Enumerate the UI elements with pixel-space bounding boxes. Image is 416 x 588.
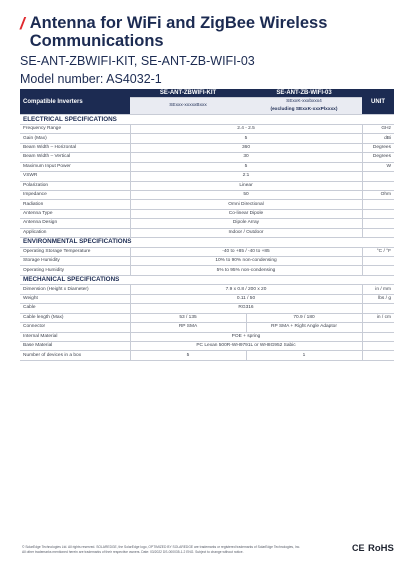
spec-label: Operating Humidity <box>20 266 130 275</box>
spec-value: 2.4 - 2.5 <box>130 124 362 133</box>
spec-unit <box>362 332 394 341</box>
spec-value: 5% to 95% non-condensing <box>130 266 362 275</box>
footer-line-1: © SolarEdge Technologies Ltd. All rights reserved. SOLAREDGE, the SolarEdge logo, OPTIMIZED BY SOLAREDGE are trademarks or registered trademarks of SolarEdge Technologies, Inc. <box>22 545 301 549</box>
model-number: Model number: AS4032-1 <box>20 72 162 86</box>
spec-label: Number of devices in a box <box>20 351 130 360</box>
spec-value: Omni Directional <box>130 200 362 209</box>
spec-label: Cable length (Max) <box>20 313 130 322</box>
section-header <box>20 115 394 124</box>
section-title: MECHANICAL SPECIFICATIONS <box>20 275 394 284</box>
spec-row <box>20 172 394 181</box>
col-b-title: SE-ANT-ZB-WIFI-03 <box>246 89 362 98</box>
spec-table-body <box>20 115 394 360</box>
spec-value-kit: 5 <box>130 351 246 360</box>
spec-row <box>20 294 394 303</box>
spec-value: 50 <box>130 190 362 199</box>
spec-label: Antenna Design <box>20 219 130 228</box>
spec-label: Impedance <box>20 190 130 199</box>
unit-header: UNIT <box>362 89 394 115</box>
spec-value: 360 <box>130 143 362 152</box>
spec-unit: in / mm <box>362 285 394 294</box>
spec-label: Radiation <box>20 200 130 209</box>
spec-label: Application <box>20 228 130 237</box>
spec-label: Cable <box>20 304 130 313</box>
spec-unit <box>362 181 394 190</box>
col-b-subtitle-line2: (excluding SExxK-xxxPlxxxx) <box>270 107 338 113</box>
brand-slash-icon: / <box>20 14 25 33</box>
document-header <box>20 14 400 87</box>
ce-mark-icon: CE <box>352 543 365 553</box>
spec-value-kit: RP SMA <box>130 323 246 332</box>
spec-label: Connector <box>20 323 130 332</box>
spec-label: Internal Material <box>20 332 130 341</box>
compatible-inverters-label: Compatible Inverters <box>20 89 130 115</box>
spec-value: 5 <box>130 134 362 143</box>
spec-value: 2:1 <box>130 172 362 181</box>
spec-label: Beam Width – Horizontal <box>20 143 130 152</box>
spec-row <box>20 285 394 294</box>
spec-label: VSWR <box>20 172 130 181</box>
footer-legal <box>22 545 322 554</box>
spec-unit: Degrees <box>362 143 394 152</box>
spec-unit: in / cm <box>362 313 394 322</box>
spec-unit <box>362 219 394 228</box>
spec-label: Operating Storage Temperature <box>20 247 130 256</box>
spec-value-kit: 53 / 135 <box>130 313 246 322</box>
spec-unit <box>362 172 394 181</box>
spec-unit <box>362 323 394 332</box>
spec-value: Indoor / Outdoor <box>130 228 362 237</box>
spec-row <box>20 143 394 152</box>
spec-row <box>20 162 394 171</box>
spec-value: -40 to +85 / -40 to +85 <box>130 247 362 256</box>
spec-value: 10% to 90% non-condensing <box>130 257 362 266</box>
section-header <box>20 275 394 284</box>
spec-unit: lbs / g <box>362 294 394 303</box>
spec-label: Maximum Input Power <box>20 162 130 171</box>
spec-label: Gain (Max) <box>20 134 130 143</box>
spec-unit: GHz <box>362 124 394 133</box>
spec-value-03: RP SMA + Right Angle Adaptor <box>246 323 362 332</box>
spec-value: 5 <box>130 162 362 171</box>
spec-unit <box>362 341 394 350</box>
spec-row <box>20 257 394 266</box>
spec-row <box>20 181 394 190</box>
page-title: Antenna for WiFi and ZigBee Wireless Communications <box>29 14 328 50</box>
spec-row <box>20 190 394 199</box>
spec-unit: dBi <box>362 134 394 143</box>
spec-unit <box>362 200 394 209</box>
spec-value: 0.11 / 50 <box>130 294 362 303</box>
spec-row <box>20 323 394 332</box>
spec-row <box>20 341 394 350</box>
spec-unit <box>362 351 394 360</box>
spec-row <box>20 153 394 162</box>
spec-row <box>20 209 394 218</box>
col-b-subtitle-line1: SExxK-xxxbxxx4 <box>286 99 322 105</box>
spec-value-03: 1 <box>246 351 362 360</box>
section-header <box>20 238 394 247</box>
spec-row <box>20 351 394 360</box>
spec-label: Beam Width – Vertical <box>20 153 130 162</box>
spec-value: Linear <box>130 181 362 190</box>
product-codes: SE-ANT-ZBWIFI-KIT, SE-ANT-ZB-WIFI-03 <box>20 54 255 68</box>
col-a-subtitle: SExxx-xxxxxBxxx <box>130 98 246 115</box>
col-b-subtitle <box>246 98 362 115</box>
col-a-title: SE-ANT-ZBWIFI-KIT <box>130 89 246 98</box>
rohs-mark-icon: RoHS <box>368 543 394 554</box>
spec-row <box>20 332 394 341</box>
spec-value: 30 <box>130 153 362 162</box>
spec-unit: W <box>362 162 394 171</box>
section-title: ENVIRONMENTAL SPECIFICATIONS <box>20 238 394 247</box>
spec-value-03: 70.9 / 180 <box>246 313 362 322</box>
spec-row <box>20 219 394 228</box>
spec-value: PC Lexan 500R-WH9791L or WH8G952 Sabic <box>130 341 362 350</box>
spec-unit: Ohm <box>362 190 394 199</box>
spec-unit <box>362 209 394 218</box>
spec-label: Weight <box>20 294 130 303</box>
title-line <box>20 14 400 50</box>
spec-row <box>20 266 394 275</box>
spec-row <box>20 313 394 322</box>
spec-unit <box>362 266 394 275</box>
spec-value: 7.9 x 0.8 / 200 x 20 <box>130 285 362 294</box>
spec-row <box>20 200 394 209</box>
spec-unit <box>362 228 394 237</box>
spec-row <box>20 134 394 143</box>
spec-row <box>20 228 394 237</box>
spec-value: Co-linear Dipole <box>130 209 362 218</box>
section-title: ELECTRICAL SPECIFICATIONS <box>20 115 394 124</box>
spec-unit: °C / °F <box>362 247 394 256</box>
spec-label: Storage Humidity <box>20 257 130 266</box>
spec-table <box>20 89 394 361</box>
spec-row <box>20 124 394 133</box>
spec-label: Frequency Range <box>20 124 130 133</box>
spec-label: Base Material <box>20 341 130 350</box>
footer-line-2: All other trademarks mentioned herein are trademarks of their respective owners. Date: 03/2022 DS-000035-1.2 ENG. Subject to change without notice. <box>22 549 244 554</box>
spec-label: Dimension (Height x Diameter) <box>20 285 130 294</box>
spec-unit <box>362 257 394 266</box>
spec-label: Antenna Type <box>20 209 130 218</box>
spec-row <box>20 304 394 313</box>
spec-unit: Degrees <box>362 153 394 162</box>
spec-value: RG316 <box>130 304 362 313</box>
spec-label: Polarization <box>20 181 130 190</box>
spec-unit <box>362 304 394 313</box>
spec-value: Dipole Array <box>130 219 362 228</box>
spec-row <box>20 247 394 256</box>
spec-value: POE + spring <box>130 332 362 341</box>
